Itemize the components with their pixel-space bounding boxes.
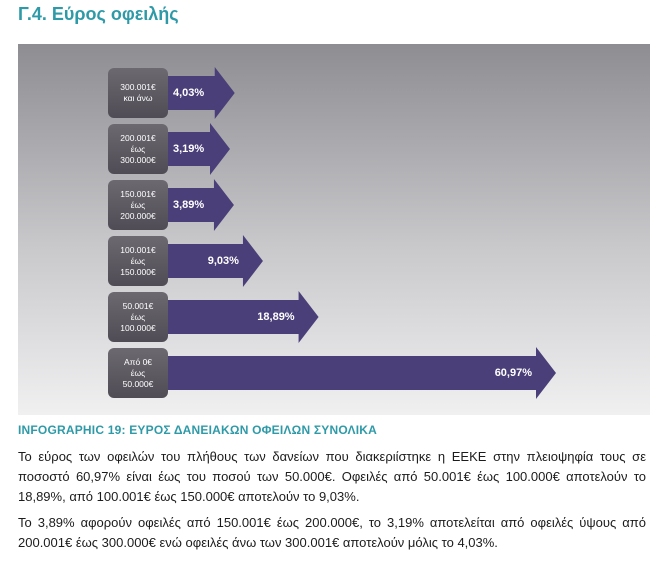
category-label-line: έως (130, 311, 146, 322)
category-label-line: 150.000€ (120, 266, 156, 277)
section-title: Γ.4. Εύρος οφειλής (18, 4, 179, 24)
chart-row (18, 348, 650, 398)
bar-value-label: 4,03% (173, 87, 205, 99)
category-label-line: 50.001€ (122, 300, 154, 311)
bar-value-label: 18,89% (257, 311, 295, 323)
bar-value-label: 3,19% (173, 143, 205, 155)
category-box (108, 124, 168, 174)
category-label-line: 300.001€ (120, 82, 156, 92)
paragraph-1: Το εύρος των οφειλών του πλήθους των δανείων που διακεριίστηκε η ΕΕΚΕ στην πλειοψηφία τους σε ποσοστό 60,97% είναι έως του ποσού των 50.000€. Οφειλές από 50.001€ έως 100.000€ αποτελούν το 18,89%, από 100.001€ έως 150.000€ αποτελούν το 9,03%. (18, 449, 646, 504)
chart-row (18, 292, 650, 342)
category-box (108, 236, 168, 286)
category-label-line: έως (130, 255, 146, 266)
category-label-line: 300.000€ (120, 154, 156, 165)
infographic-caption: INFOGRAPHIC 19: ΕΥΡΟΣ ΔΑΝΕΙΑΚΩΝ ΟΦΕΙΛΩΝ ΣΥΝΟΛΙΚΑ (18, 423, 377, 437)
bar-value-label: 60,97% (494, 367, 532, 379)
category-box (108, 180, 168, 230)
chart-row (18, 68, 650, 118)
category-label-line: 200.001€ (120, 132, 156, 143)
category-box (108, 348, 168, 398)
category-box (108, 68, 168, 118)
bar-value-label: 9,03% (207, 255, 239, 267)
category-label-line: και άνω (123, 93, 153, 103)
category-label-line: 200.000€ (120, 210, 156, 221)
chart-row (18, 180, 650, 230)
infographic-panel (18, 44, 650, 415)
category-label-line: 100.000€ (120, 322, 156, 333)
category-label-line: έως (130, 367, 146, 378)
chart-row (18, 124, 650, 174)
paragraph-2: Το 3,89% αφορούν οφειλές από 150.001€ έως 200.000€, το 3,19% αποτελείται από οφειλές ύψους από 200.001€ έως 300.000€ ενώ οφειλές άνω των 300.001€ αποτελούν μόλις το 4,03%. (18, 515, 646, 550)
category-label-line: Από 0€ (123, 356, 153, 367)
category-label-line: 100.001€ (120, 244, 156, 255)
category-box (108, 292, 168, 342)
chart-row (18, 236, 650, 286)
bar-value-label: 3,89% (173, 199, 205, 211)
category-label-line: έως (130, 143, 146, 154)
category-label-line: 150.001€ (120, 188, 156, 199)
category-label-line: έως (130, 199, 146, 210)
category-label-line: 50.000€ (122, 378, 154, 389)
